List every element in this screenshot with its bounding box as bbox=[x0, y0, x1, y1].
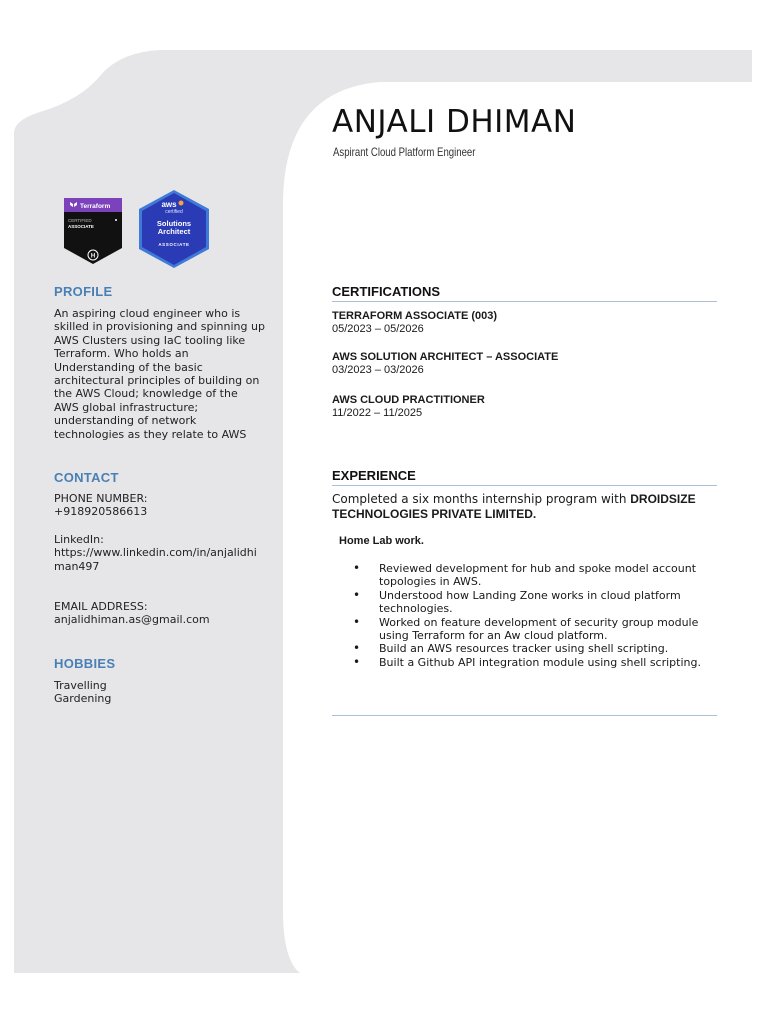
candidate-name: ANJALI DHIMAN bbox=[332, 104, 577, 140]
profile-line: AWS global infrastructure; bbox=[54, 400, 199, 414]
certification-item bbox=[332, 310, 497, 336]
svg-text:H: H bbox=[90, 253, 96, 260]
aws-badge-line2: certified bbox=[165, 209, 183, 215]
profile-line: An aspiring cloud engineer who is bbox=[54, 307, 241, 320]
terraform-badge-line1: CERTIFIED bbox=[68, 218, 92, 223]
experience-heading: EXPERIENCE bbox=[332, 468, 717, 486]
terraform-badge-line2: ASSOCIATE bbox=[68, 224, 94, 229]
certification-name: AWS SOLUTION ARCHITECT – ASSOCIATE bbox=[332, 351, 559, 363]
certification-name: TERRAFORM ASSOCIATE (003) bbox=[332, 310, 498, 322]
candidate-tagline: Aspirant Cloud Platform Engineer bbox=[333, 145, 476, 159]
certification-item bbox=[332, 351, 558, 377]
contact-email-block bbox=[54, 600, 266, 627]
hobby-item: Travelling bbox=[54, 679, 107, 692]
linkedin-link[interactable]: https://www.linkedin.com/in/anjalidhiman497 bbox=[54, 546, 257, 573]
linkedin-label: LinkedIn: bbox=[54, 533, 104, 546]
phone-number[interactable]: +918920586613 bbox=[54, 505, 148, 519]
profile-heading: PROFILE bbox=[54, 284, 113, 299]
profile-line: technologies as they relate to AWS bbox=[54, 427, 247, 441]
experience-bullet: • Built a Github API integration module using shell scripting. bbox=[353, 656, 723, 669]
aws-badge-dot-icon bbox=[179, 201, 184, 206]
profile-summary bbox=[54, 307, 266, 441]
email-label: EMAIL ADDRESS: bbox=[54, 600, 148, 613]
experience-intro bbox=[332, 492, 722, 522]
aws-badge-line1: aws bbox=[161, 200, 177, 209]
certification-name: AWS CLOUD PRACTITIONER bbox=[332, 394, 485, 406]
experience-bullet: • Understood how Landing Zone works in cloud platform technologies. bbox=[353, 589, 723, 616]
experience-subheading: Home Lab work. bbox=[339, 535, 424, 547]
experience-intro-text: Completed a six months internship program with bbox=[332, 492, 631, 506]
profile-line: Terraform. Who holds an bbox=[54, 347, 189, 361]
contact-linkedin-block bbox=[54, 533, 266, 573]
section-divider bbox=[332, 715, 717, 716]
terraform-certified-badge bbox=[62, 196, 124, 266]
certification-dates: 03/2023 – 03/2026 bbox=[332, 364, 424, 376]
certifications-heading: CERTIFICATIONS bbox=[332, 284, 717, 302]
experience-bullet: • Worked on feature development of security group module using Terraform for an Aw cloud platform. bbox=[353, 616, 723, 643]
contact-phone-block bbox=[54, 492, 266, 519]
certification-item bbox=[332, 394, 485, 420]
terraform-badge-brand: Terraform bbox=[80, 203, 111, 210]
profile-line: Understanding of the basic bbox=[54, 360, 203, 374]
hobby-item: Gardening bbox=[54, 692, 112, 706]
certification-dates: 11/2022 – 11/2025 bbox=[332, 407, 423, 419]
aws-badge-line5: ASSOCIATE bbox=[158, 242, 190, 247]
certification-dates: 05/2023 – 05/2026 bbox=[332, 323, 424, 335]
profile-line: the AWS Cloud; knowledge of the bbox=[54, 387, 238, 401]
contact-heading: CONTACT bbox=[54, 470, 119, 485]
aws-badge-line4: Architect bbox=[157, 227, 191, 236]
profile-line: AWS Clusters using IaC tooling like bbox=[54, 333, 246, 347]
profile-line: architectural principles of building on bbox=[54, 374, 260, 388]
profile-line: understanding of network bbox=[54, 414, 197, 428]
aws-solutions-architect-badge bbox=[136, 188, 212, 270]
experience-bullet-list bbox=[353, 562, 723, 669]
hobbies-list bbox=[54, 679, 266, 706]
phone-label: PHONE NUMBER: bbox=[54, 492, 148, 505]
aws-badge-line3: Solutions bbox=[156, 219, 192, 228]
experience-bullet: • Reviewed development for hub and spoke model account topologies in AWS. bbox=[353, 562, 723, 589]
hobbies-heading: HOBBIES bbox=[54, 656, 116, 671]
experience-company: DROIDSIZE TECHNOLOGIES PRIVATE LIMITED. bbox=[332, 492, 696, 521]
email-link[interactable]: anjalidhiman.as@gmail.com bbox=[54, 613, 210, 627]
experience-bullet: • Build an AWS resources tracker using shell scripting. bbox=[353, 642, 723, 655]
profile-line: skilled in provisioning and spinning up bbox=[54, 320, 265, 334]
